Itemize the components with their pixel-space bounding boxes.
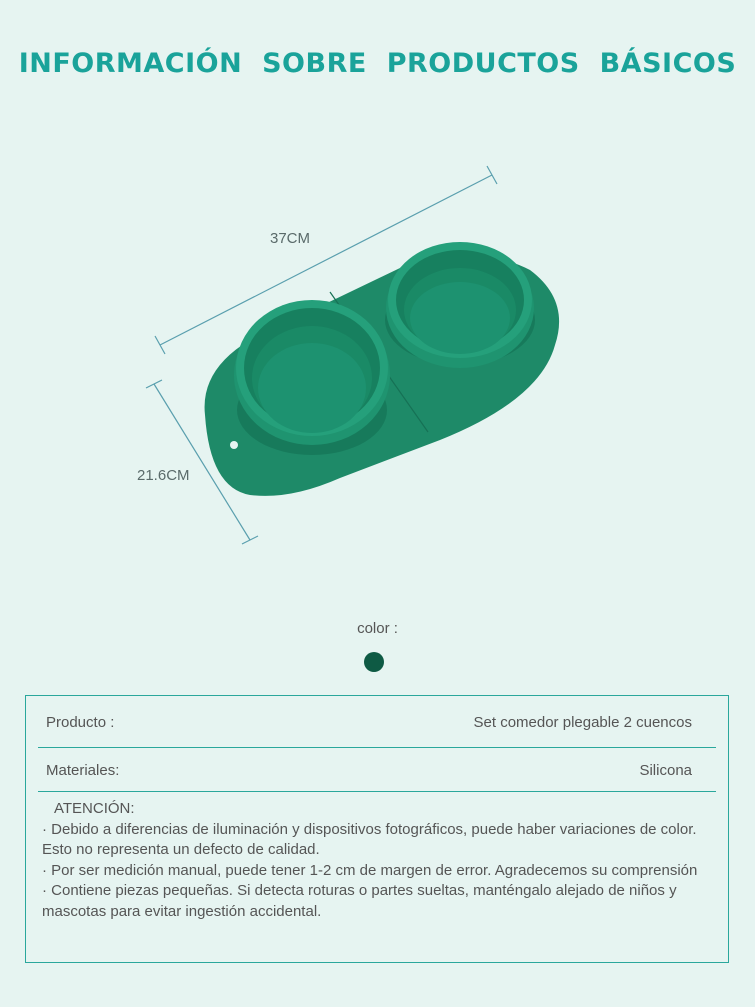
product-image (0, 150, 755, 580)
length-label: 37CM (270, 230, 311, 247)
note-item: · Debido a diferencias de iluminación y dispositivos fotográficos, puede haber variaciones de color. Esto no representa un defecto de calidad. (42, 820, 697, 858)
hanging-hole (230, 441, 238, 449)
color-label: color : (357, 620, 398, 637)
attention-notes (42, 799, 710, 922)
product-info-table (25, 695, 729, 963)
page-title: INFORMACIÓN SOBRE PRODUCTOS BÁSICOS (18, 48, 737, 79)
product-row (38, 714, 692, 764)
materials-value: Silicona (639, 762, 692, 779)
color-swatch[interactable] (364, 652, 384, 672)
bowl-left (234, 300, 390, 455)
width-label: 21.6CM (137, 467, 190, 484)
bowl-right (385, 242, 535, 368)
product-value: Set comedor plegable 2 cuencos (473, 714, 692, 731)
product-label: Producto : (46, 714, 115, 731)
divider (38, 747, 716, 748)
attention-title: ATENCIÓN: (54, 800, 135, 817)
note-item: · Por ser medición manual, puede tener 1-2 cm de margen de error. Agradecemos su comprensión (42, 861, 698, 879)
note-item: · Contiene piezas pequeñas. Si detecta roturas o partes sueltas, manténgalo alejado de niños y mascotas para evitar ingestión accidental. (42, 882, 677, 920)
divider (38, 791, 716, 792)
materials-label: Materiales: (46, 762, 120, 779)
